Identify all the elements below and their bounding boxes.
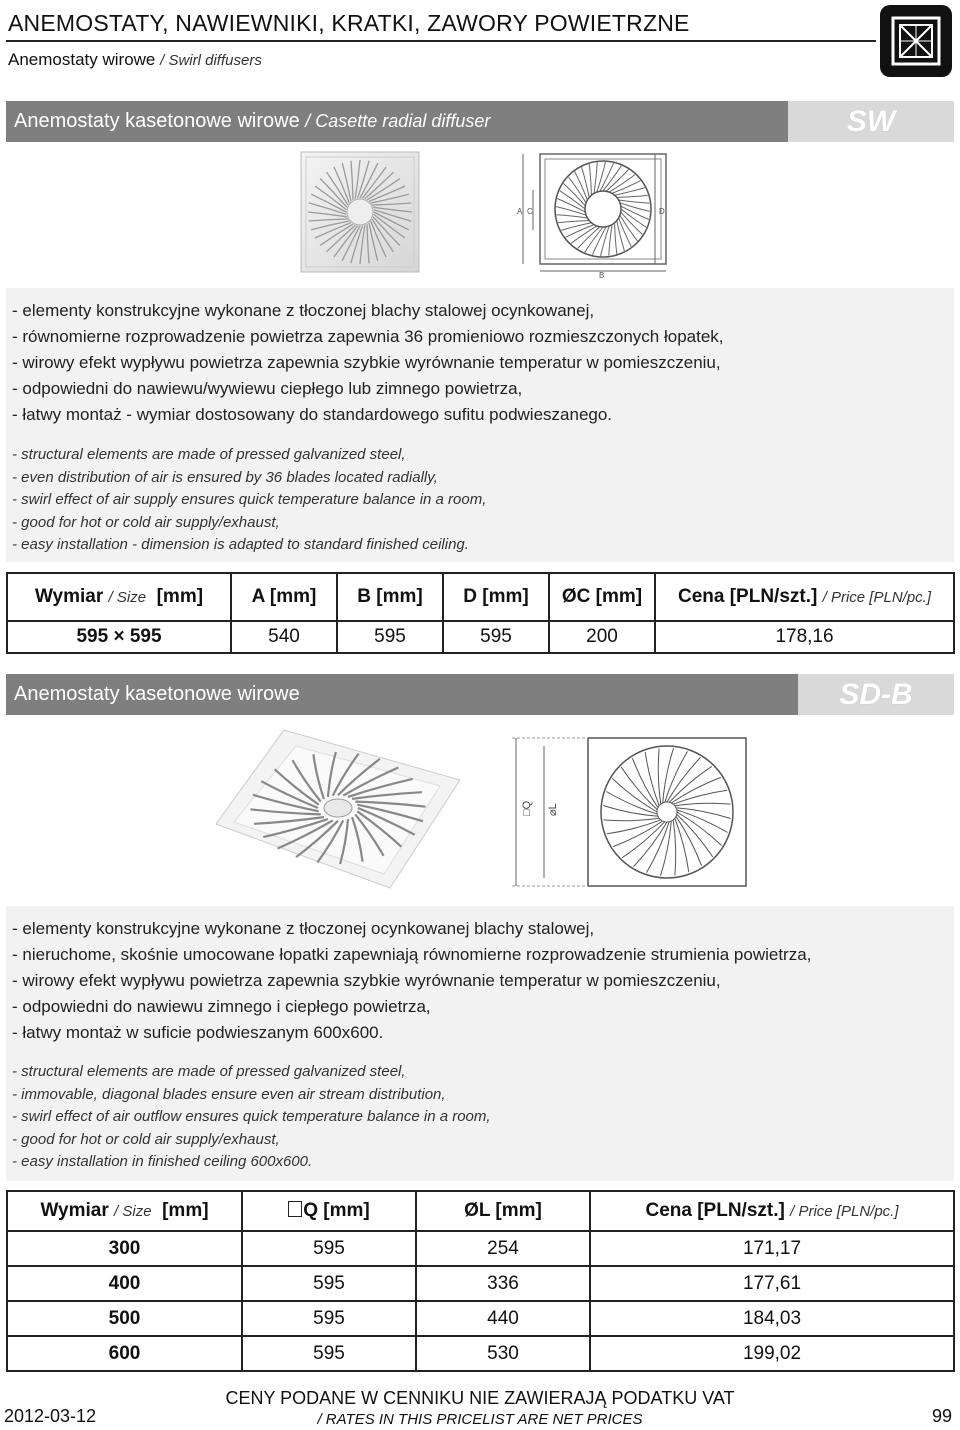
sw-price-table — [6, 572, 955, 654]
cell-q: 595 — [242, 1231, 416, 1266]
subtitle-en: / Swirl diffusers — [160, 52, 262, 69]
sdb-diffuser-photo — [214, 728, 462, 890]
blade — [621, 209, 646, 227]
cell-price: 178,16 — [655, 621, 954, 653]
sw-description-pl: - elementy konstrukcyjne wykonane z tłoczonej blachy stalowej ocynkowanej, - równomierne rozprowadzenie powietrza zapewnia 36 promieniowo rozmieszczonych łopatek, - wirowy efekt wypływu powietrza zapewnia szybkie wyrównanie temperatur w pomieszczeniu, - odpowiedni do nawiewu/wywiewu ciepłego lub zimnego powietrza, - łatwy montaż - wymiar dostosowany do standardowego sufitu podwieszanego. — [12, 301, 724, 424]
blade — [615, 223, 617, 254]
section-sdb-code: SD-B — [798, 674, 954, 715]
fan-square-logo-icon — [879, 4, 953, 78]
blade — [609, 225, 612, 256]
sdb-description-pl: - elementy konstrukcyjne wykonane z tłoczonej ocynkowanej blachy stalowej, - nieruchome, skośnie umocowane łopatki zapewniają równomierne rozprowadzenie strumienia powietrza, - wirowy efekt wypływu powietrza zapewnia szybkie wyrównanie temperatur w pomieszczeniu, - odpowiedni do nawiewu zimnego i ciepłego powietrza, - łatwy montaż w suficie podwieszanym 600x600. — [12, 919, 812, 1042]
blade — [594, 162, 597, 193]
sw-description-en: - structural elements are made of pressed galvanized steel, - even distribution of air is ensured by 36 blades located radially, - swirl effect of air supply ensures quick temperature balance in a room, - good for hot or cold air supply/exhaust, - easy installation - dimension is adapted to standard finished ceiling. — [12, 446, 487, 554]
sw-diffuser-photo — [299, 150, 421, 274]
section-sw-title-en: / Casette radial diffuser — [305, 111, 491, 131]
blade — [603, 166, 621, 191]
cell-c: 200 — [549, 621, 655, 653]
blade — [556, 207, 586, 216]
blade — [601, 226, 610, 256]
blade — [619, 200, 650, 203]
blade — [617, 195, 648, 197]
table-row — [7, 1266, 954, 1301]
col-size-header: Wymiar / Size [mm] — [7, 1191, 242, 1231]
blade — [561, 223, 591, 231]
sw-technical-drawing — [505, 150, 675, 278]
table-header-row — [7, 1191, 954, 1231]
cell-l: 336 — [416, 1266, 590, 1301]
cell-l: 254 — [416, 1231, 590, 1266]
blade — [673, 820, 676, 876]
page-title: ANEMOSTATY, NAWIEWNIKI, KRATKI, ZAWORY POWIETRZNE — [8, 10, 690, 36]
col-size-header: Wymiar / Size [mm] — [7, 573, 231, 621]
dim-d-label: D — [659, 207, 665, 216]
cell-price: 177,61 — [590, 1266, 954, 1301]
dim-c-label: C — [527, 207, 533, 216]
col-price-header: Cena [PLN/szt.] / Price [PLN/pc.] — [590, 1191, 954, 1231]
col-a-header: A [mm] — [231, 573, 337, 621]
dim-l-label: ⌀L — [547, 803, 559, 816]
sdb-technical-drawing — [510, 736, 750, 888]
page-number: 99 — [931, 1406, 952, 1426]
blade — [558, 221, 589, 223]
table-row — [7, 1231, 954, 1266]
sdb-description-box — [6, 906, 954, 1181]
col-price-header: Cena [PLN/szt.] / Price [PLN/pc.] — [655, 573, 954, 621]
cell-q: 595 — [242, 1301, 416, 1336]
section-sw-header — [6, 101, 954, 142]
sdb-price-table — [6, 1190, 955, 1372]
blade — [604, 818, 660, 821]
blade — [676, 816, 702, 866]
section-sw-code: SW — [788, 101, 954, 142]
table-row — [7, 1301, 954, 1336]
cell-size: 600 — [7, 1336, 242, 1371]
cell-q: 595 — [242, 1336, 416, 1371]
footer-note — [0, 1388, 960, 1430]
col-q-header: Q [mm] — [242, 1191, 416, 1231]
blade — [620, 203, 650, 212]
blade — [585, 227, 603, 252]
cell-size: 595 × 595 — [7, 621, 231, 653]
blade — [556, 215, 587, 218]
section-sdb-title: Anemostaty kasetonowe wirowe — [14, 683, 300, 705]
blade — [589, 164, 591, 195]
section-sdb-header — [6, 674, 954, 715]
dim-a-label: A — [517, 207, 523, 216]
cell-q: 595 — [242, 1266, 416, 1301]
cell-price: 199,02 — [590, 1336, 954, 1371]
footer-date: 2012-03-12 — [4, 1406, 97, 1426]
cell-l: 440 — [416, 1301, 590, 1336]
page-subtitle — [8, 50, 262, 70]
cell-size: 400 — [7, 1266, 242, 1301]
cell-size: 500 — [7, 1301, 242, 1336]
subtitle-pl: Anemostaty wirowe — [8, 50, 156, 69]
col-b-header: B [mm] — [337, 573, 443, 621]
sw-description-box — [6, 288, 954, 562]
blade — [582, 167, 590, 197]
blade — [617, 221, 625, 251]
blade — [658, 749, 661, 805]
table-header-row — [7, 573, 954, 621]
table-row — [7, 621, 954, 653]
cell-size: 300 — [7, 1231, 242, 1266]
cell-price: 184,03 — [590, 1301, 954, 1336]
dim-q-label: □Q — [521, 800, 533, 816]
header-divider — [6, 40, 876, 42]
cell-d: 595 — [443, 621, 549, 653]
blade — [675, 803, 731, 806]
cell-b: 595 — [337, 621, 443, 653]
section-sw-title-pl: Anemostaty kasetonowe wirowe — [14, 110, 300, 132]
col-d-header: D [mm] — [443, 573, 549, 621]
blade — [560, 191, 585, 209]
sdb-description-en: - structural elements are made of pressed galvanized steel, - immovable, diagonal blades ensure even air stream distribution, - swirl effect of air outflow ensures quick temperature balance in a room, - good for hot or cold air supply/exhaust, - easy installation in finished ceiling 600x600. — [12, 1063, 491, 1171]
cell-l: 530 — [416, 1336, 590, 1371]
blade — [597, 162, 606, 192]
col-l-header: ØL [mm] — [416, 1191, 590, 1231]
cell-a: 540 — [231, 621, 337, 653]
blade — [632, 758, 658, 808]
footer-note-pl: CENY PODANE W CENNIKU NIE ZAWIERAJĄ PODATKU VAT — [225, 1388, 735, 1408]
col-c-header: ØC [mm] — [549, 573, 655, 621]
table-row — [7, 1336, 954, 1371]
blade — [615, 188, 645, 196]
dim-b-label: B — [599, 271, 605, 278]
blade — [671, 777, 721, 803]
cell-price: 171,17 — [590, 1231, 954, 1266]
blade — [613, 821, 663, 847]
footer-note-en: / RATES IN THIS PRICELIST ARE NET PRICES — [317, 1411, 643, 1428]
square-icon — [288, 1201, 302, 1217]
